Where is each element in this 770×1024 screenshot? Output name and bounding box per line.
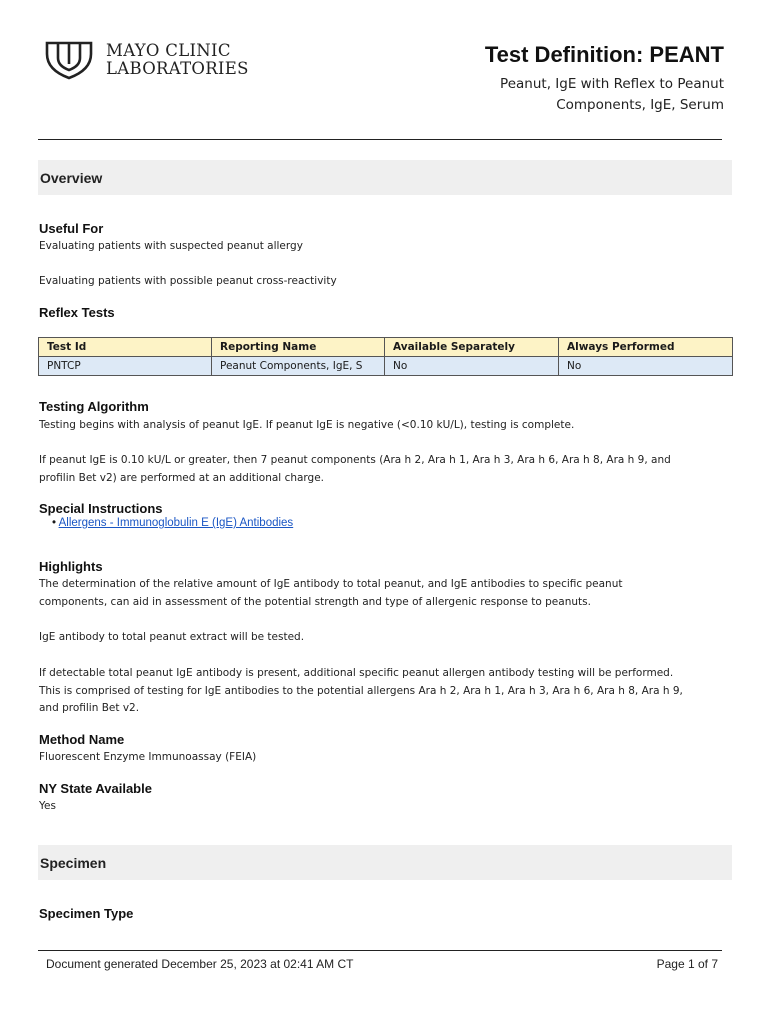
highlights-text-3c: and profilin Bet v2.	[39, 702, 140, 714]
testing-algorithm-text-2b: profilin Bet v2) are performed at an additional charge.	[39, 472, 325, 484]
special-instructions-heading: Special Instructions	[39, 501, 163, 516]
ny-state-heading: NY State Available	[39, 781, 152, 796]
testing-algorithm-text-1: Testing begins with analysis of peanut IgE. If peanut IgE is negative (<0.10 kU/L), testing is complete.	[39, 419, 575, 431]
subtitle-line-2: Components, IgE, Serum	[556, 97, 724, 113]
document-subtitle	[485, 74, 724, 116]
footer-divider	[38, 950, 722, 951]
reflex-tests-table	[38, 337, 733, 376]
special-instructions-item	[52, 517, 293, 529]
table-row	[39, 357, 733, 376]
column-header: Reporting Name	[212, 338, 385, 357]
section-specimen: Specimen	[38, 845, 732, 880]
table-cell: PNTCP	[39, 357, 212, 376]
method-name-heading: Method Name	[39, 732, 125, 747]
table-cell: No	[385, 357, 559, 376]
allergens-ige-link[interactable]: Allergens - Immunoglobulin E (IgE) Antibodies	[58, 517, 294, 529]
highlights-text-2: IgE antibody to total peanut extract will be tested.	[39, 631, 305, 643]
specimen-type-heading: Specimen Type	[39, 906, 134, 921]
mayo-logo	[44, 40, 249, 80]
table-cell: No	[559, 357, 733, 376]
page-number: Page 1 of 7	[656, 957, 718, 971]
logo-line-1: MAYO CLINIC	[106, 41, 231, 60]
highlights-text-3a: If detectable total peanut IgE antibody is present, additional specific peanut allergen antibody testing will be performed.	[39, 667, 674, 679]
ny-state-value: Yes	[39, 800, 56, 812]
logo-wordmark	[106, 42, 249, 78]
column-header: Available Separately	[385, 338, 559, 357]
section-overview: Overview	[38, 160, 732, 195]
mayo-shield-icon	[44, 40, 94, 80]
useful-for-text-1: Evaluating patients with suspected peanut allergy	[39, 240, 303, 252]
table-cell: Peanut Components, IgE, S	[212, 357, 385, 376]
highlights-heading: Highlights	[39, 559, 103, 574]
testing-algorithm-heading: Testing Algorithm	[39, 399, 149, 414]
logo-line-2: LABORATORIES	[106, 59, 249, 78]
reflex-tests-heading: Reflex Tests	[39, 305, 115, 320]
useful-for-text-2: Evaluating patients with possible peanut cross-reactivity	[39, 275, 337, 287]
document-title: Test Definition: PEANT	[484, 42, 724, 67]
bullet: •	[52, 517, 57, 529]
testing-algorithm-text-2a: If peanut IgE is 0.10 kU/L or greater, then 7 peanut components (Ara h 2, Ara h 1, Ara h 3, Ara h 6, Ara h 8, Ara h 9, and	[39, 454, 671, 466]
highlights-text-1a: The determination of the relative amount of IgE antibody to total peanut, and IgE antibodies to specific peanut	[39, 578, 623, 590]
footer-generated: Document generated December 25, 2023 at 02:41 AM CT	[46, 957, 354, 971]
table-header-row	[39, 338, 733, 357]
column-header: Always Performed	[559, 338, 733, 357]
title-block	[485, 42, 724, 116]
header-divider	[38, 139, 722, 140]
method-name-value: Fluorescent Enzyme Immunoassay (FEIA)	[39, 751, 257, 763]
highlights-text-1b: components, can aid in assessment of the potential strength and type of allergenic response to peanuts.	[39, 596, 591, 608]
column-header: Test Id	[39, 338, 212, 357]
subtitle-line-1: Peanut, IgE with Reflex to Peanut	[500, 76, 724, 92]
useful-for-heading: Useful For	[39, 221, 104, 236]
highlights-text-3b: This is comprised of testing for IgE antibodies to the potential allergens Ara h 2, Ara h 1, Ara h 3, Ara h 6, Ara h 8, Ara h 9,	[39, 685, 683, 697]
